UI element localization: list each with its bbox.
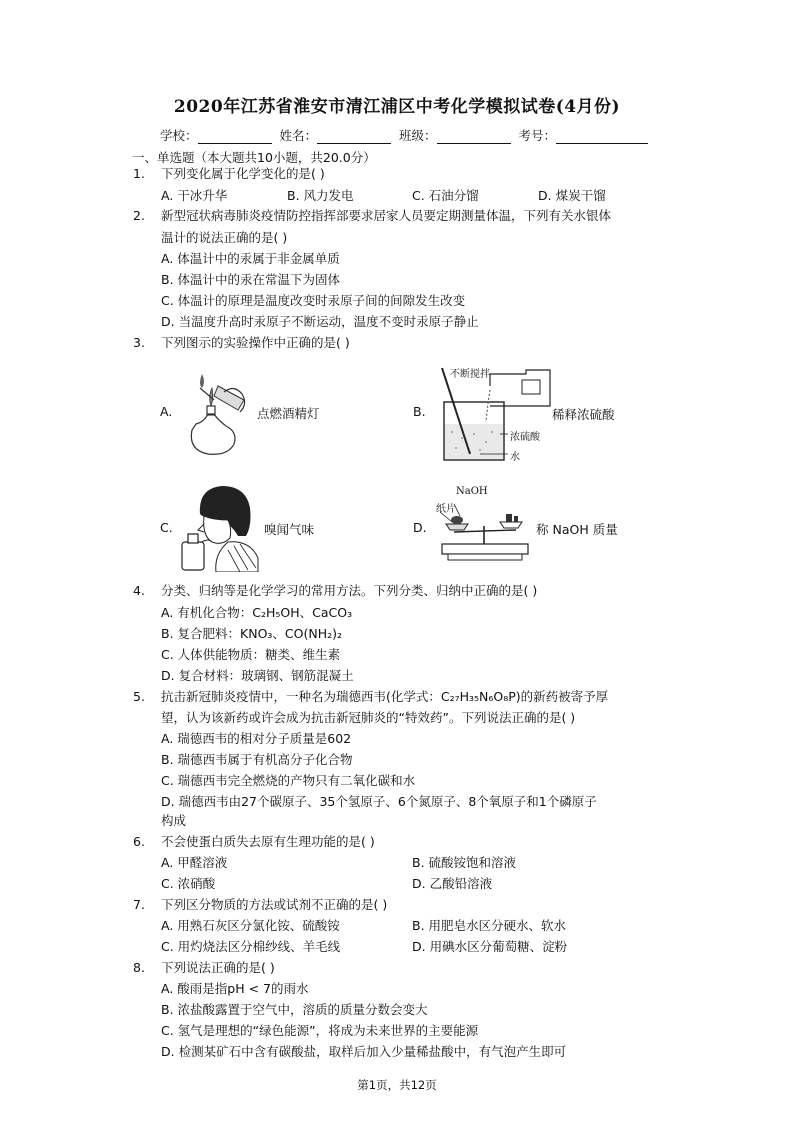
question-number: 4. <box>133 583 145 598</box>
question-number: 1. <box>133 166 145 181</box>
question-number: 6. <box>133 834 145 849</box>
figure-d-caption: 称 NaOH 质量 <box>536 522 618 537</box>
stir-label: 不断搅拌 <box>450 369 490 380</box>
school-blank <box>198 130 272 144</box>
figure-a-caption: 点燃酒精灯 <box>257 406 320 421</box>
page-title: 2020年江苏省淮安市清江浦区中考化学模拟试卷(4月份) <box>173 97 621 117</box>
class-label: 班级： <box>399 128 437 143</box>
option-a: A. 瑞德西韦的相对分子质量是602 <box>161 731 352 746</box>
option-d: D. 复合材料：玻璃钢、钢筋混凝土 <box>161 668 354 683</box>
question-text: 分类、归纳等是化学学习的常用方法。下列分类、归纳中正确的是( ) <box>161 583 538 598</box>
option-d: D. 当温度升高时汞原子不断运动，温度不变时汞原子静止 <box>161 314 479 329</box>
question-text-line1: 新型冠状病毒肺炎疫情防控指挥部要求居家人员要定期测量体温，下列有关水银体 <box>161 208 612 223</box>
question-text-line1: 抗击新冠肺炎疫情中，一种名为瑞德西韦(化学式：C₂₇H₃₅N₆O₈P)的新药被寄予厚 <box>161 689 609 704</box>
option-c: C. 人体供能物质：糖类、维生素 <box>161 647 341 662</box>
option-a: A. 体温计中的汞属于非金属单质 <box>161 251 340 266</box>
option-c: C. 用灼烧法区分棉纱线、羊毛线 <box>161 939 341 954</box>
water-label: 水 <box>510 452 520 463</box>
school-label: 学校： <box>160 128 198 143</box>
figure-b-caption: 稀释浓硫酸 <box>552 407 615 422</box>
option-d-continued: 构成 <box>161 813 187 828</box>
option-a: A. 干冰升华 <box>161 188 228 203</box>
dilution-figure <box>430 362 552 466</box>
option-c: C. 体温计的原理是温度改变时汞原子间的间隙发生改变 <box>161 293 466 308</box>
question-number: 5. <box>133 689 145 704</box>
question-number: 2. <box>133 208 145 223</box>
option-b: B. 硫酸铵饱和溶液 <box>412 855 517 870</box>
smelling-figure <box>178 480 262 572</box>
name-label: 姓名： <box>279 128 318 143</box>
section-heading: 一、单选题（本大题共10小题，共20.0分） <box>132 150 376 165</box>
figure-b-letter: B. <box>413 404 426 419</box>
option-a: A. 甲醛溶液 <box>161 855 228 870</box>
question-text-line2: 温计的说法正确的是( ) <box>161 230 288 245</box>
question-number: 7. <box>133 897 145 912</box>
option-c: C. 浓硝酸 <box>161 876 216 891</box>
alcohol-lamp-figure <box>178 370 258 458</box>
option-c: C. 石油分馏 <box>412 188 479 203</box>
question-number: 8. <box>133 960 145 975</box>
question-number: 3. <box>133 335 145 350</box>
paper-label: 纸片 <box>436 504 456 515</box>
naoh-label: NaOH <box>456 486 488 497</box>
exam-no-label: 考号： <box>518 128 557 143</box>
option-b: B. 用肥皂水区分硬水、软水 <box>412 918 567 933</box>
option-a: A. 酸雨是指pH < 7的雨水 <box>161 981 309 996</box>
option-c: C. 瑞德西韦完全燃烧的产物只有二氧化碳和水 <box>161 773 416 788</box>
question-text: 下列说法正确的是( ) <box>161 960 275 975</box>
acid-label: 浓硫酸 <box>510 432 540 443</box>
option-b: B. 复合肥料：KNO₃、CO(NH₂)₂ <box>161 626 343 641</box>
figure-c-caption: 嗅闻气味 <box>264 522 315 537</box>
exam-no-blank <box>556 130 648 144</box>
option-d: D. 用碘水区分葡萄糖、淀粉 <box>412 939 568 954</box>
question-text: 下列变化属于化学变化的是( ) <box>161 166 325 181</box>
option-c: C. 氢气是理想的“绿色能源”，将成为未来世界的主要能源 <box>161 1023 479 1038</box>
option-d: D. 检测某矿石中含有碳酸盐，取样后加入少量稀盐酸中，有气泡产生即可 <box>161 1044 567 1059</box>
question-text: 下列区分物质的方法或试剂不正确的是( ) <box>161 897 388 912</box>
option-b: B. 瑞德西韦属于有机高分子化合物 <box>161 752 353 767</box>
option-d: D. 乙酸铅溶液 <box>412 876 493 891</box>
option-a: A. 有机化合物：C₂H₅OH、CaCO₃ <box>161 605 353 620</box>
question-text: 下列图示的实验操作中正确的是( ) <box>161 335 350 350</box>
name-blank <box>317 130 391 144</box>
class-blank <box>437 130 511 144</box>
student-info-line <box>160 126 652 144</box>
option-a: A. 用熟石灰区分氯化铵、硫酸铵 <box>161 918 340 933</box>
figure-c-letter: C. <box>160 520 173 535</box>
option-d: D. 瑞德西韦由27个碳原子、35个氢原子、6个氮原子、8个氧原子和1个磷原子 <box>161 794 597 809</box>
page-footer: 第1页，共12页 <box>357 1078 437 1092</box>
figure-a-letter: A. <box>160 404 173 419</box>
option-b: B. 浓盐酸露置于空气中，溶质的质量分数会变大 <box>161 1002 428 1017</box>
option-b: B. 风力发电 <box>287 188 354 203</box>
option-b: B. 体温计中的汞在常温下为固体 <box>161 272 341 287</box>
question-text: 不会使蛋白质失去原有生理功能的是( ) <box>161 834 375 849</box>
option-d: D. 煤炭干馏 <box>538 188 606 203</box>
question-text-line2: 望，认为该新药或许会成为抗击新冠肺炎的“特效药”。下列说法正确的是( ) <box>161 710 576 725</box>
figure-d-letter: D. <box>413 520 427 535</box>
